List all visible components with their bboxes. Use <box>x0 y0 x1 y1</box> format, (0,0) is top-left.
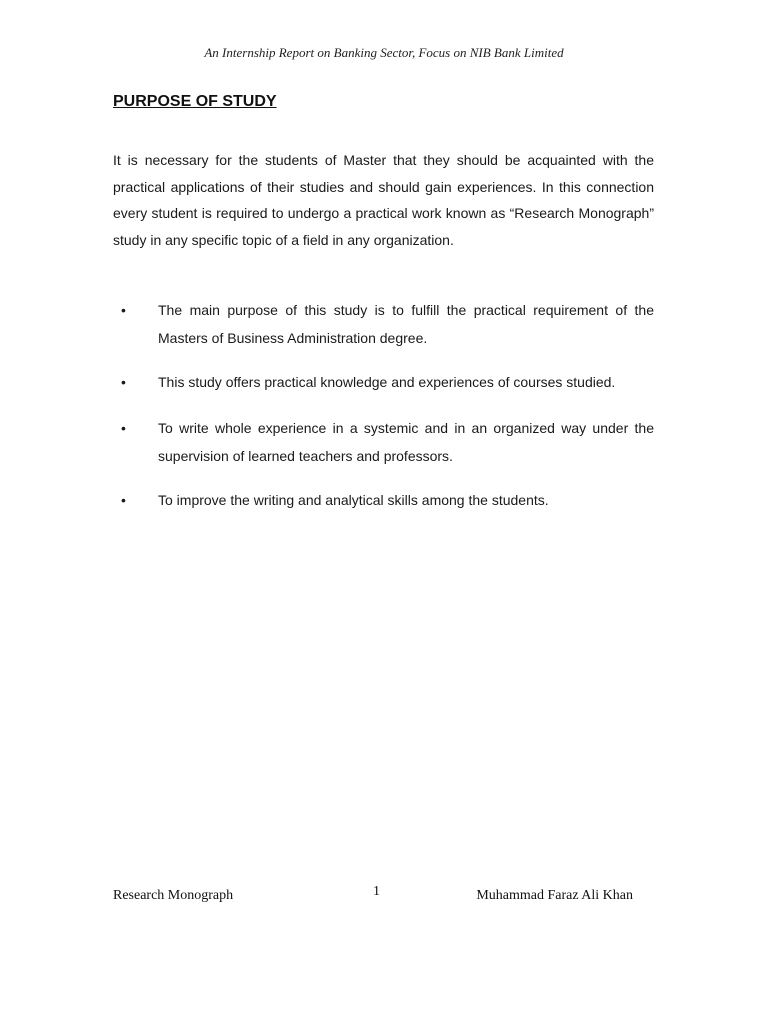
running-header: An Internship Report on Banking Sector, Focus on NIB Bank Limited <box>204 45 564 60</box>
bullet-icon: • <box>121 420 126 436</box>
bullet-item <box>113 414 654 470</box>
bullet-text: To improve the writing and analytical skills among the students. <box>158 492 549 508</box>
bullet-icon: • <box>121 302 126 318</box>
footer-document-type: Research Monograph <box>113 888 234 903</box>
bullet-icon: • <box>121 374 126 390</box>
bullet-item <box>113 368 654 396</box>
bullet-item <box>113 486 654 514</box>
bullet-text: To write whole experience in a systemic and in an organized way under the supervision of learned teachers and professors. <box>158 420 654 464</box>
section-heading: PURPOSE OF STUDY <box>113 93 277 110</box>
footer-author: Muhammad Faraz Ali Khan <box>476 888 633 903</box>
page-number: 1 <box>373 884 380 899</box>
page-footer <box>113 884 633 914</box>
bullet-icon: • <box>121 492 126 508</box>
bullet-item <box>113 296 654 352</box>
intro-paragraph: It is necessary for the students of Master that they should be acquainted with the practical applications of their studies and should gain experiences. In this connection every student is required to undergo a practical work known as “Research Monograph” study in any specific topic of a field in any organization. <box>113 152 654 249</box>
bullet-text: The main purpose of this study is to fulfill the practical requirement of the Masters of Business Administration degree. <box>158 302 654 346</box>
bullet-text: This study offers practical knowledge and experiences of courses studied. <box>158 374 616 390</box>
